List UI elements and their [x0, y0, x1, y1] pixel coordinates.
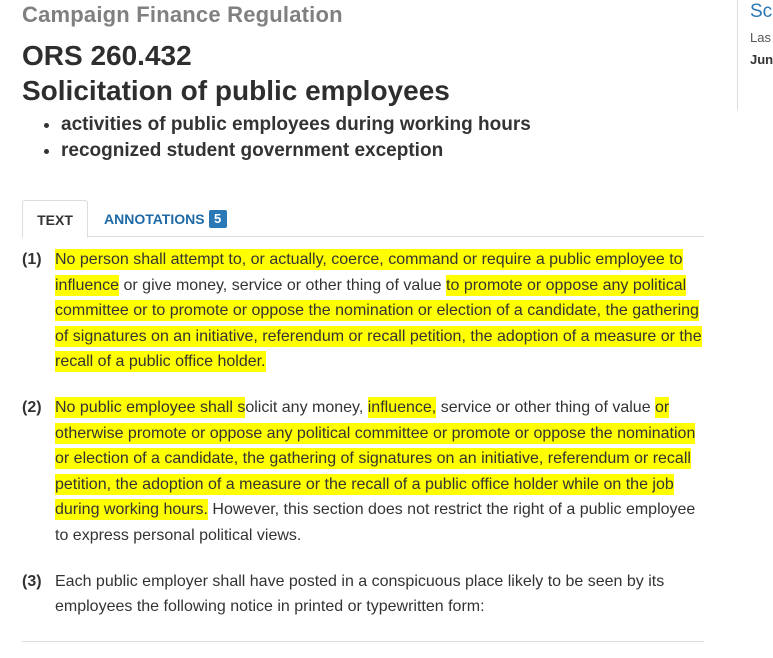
highlighted-text: or otherwise promote or oppose any political committee or promote or oppose the nomination or election of a candidate, the gathering of signatures on an initiative, referendum or recall petition, the adoption of a measure or the recall of a public office holder while on the job during working hours.: [55, 398, 696, 519]
highlighted-text: No public employee shall s: [55, 398, 246, 416]
tab-text[interactable]: [22, 200, 88, 238]
subtopic-item: • recognized student government exception: [61, 138, 704, 164]
sidebar-subtitle: Las: [750, 30, 771, 45]
section-text: [55, 569, 704, 620]
subtopic-list: [22, 112, 704, 164]
highlighted-text: to promote or oppose any political committee or to promote or oppose the nomination or election of a candidate, the gathering of signatures on an initiative, referendum or recall petition, the adoption of a measure or the recall of a public office holder.: [55, 276, 702, 371]
tab-annotations-label: ANNOTATIONS: [104, 211, 205, 227]
section-text-segment: service or other thing of value: [436, 398, 656, 416]
highlighted-text: No person shall attempt to, or actually, coerce, command or require a public employee to influence: [55, 251, 683, 294]
section-text-segment: olicit any money,: [245, 398, 368, 416]
page-title: [22, 38, 704, 108]
section-number: (3): [22, 572, 42, 590]
sidebar-title[interactable]: Sc: [750, 1, 773, 22]
tab-bar: [22, 200, 704, 237]
sidebar-panel: [737, 0, 773, 110]
statute-sections: [22, 247, 704, 620]
statute-section: [22, 247, 704, 375]
statute-section: [22, 569, 704, 620]
highlighted-text: influence,: [367, 398, 437, 416]
statute-number: ORS 260.432: [22, 40, 192, 71]
statute-section: [22, 395, 704, 549]
breadcrumb[interactable]: Campaign Finance Regulation: [22, 2, 343, 27]
tab-annotations[interactable]: [104, 200, 227, 236]
annotations-count-badge: 5: [209, 210, 227, 228]
statute-title: Solicitation of public employees: [22, 75, 450, 106]
section-text-segment: However, this section does not restrict the right of a public employee to express personal political views.: [55, 501, 696, 544]
section-number: (1): [22, 251, 42, 268]
section-text-segment: or give money, service or other thing of value: [119, 276, 447, 294]
section-text-segment: Each public employer shall have posted in a conspicuous place likely to be seen by its employees the following notice in printed or typewritten form:: [55, 572, 665, 616]
statute-content: [22, 0, 704, 640]
section-text: [55, 395, 704, 549]
sidebar-date: Jun: [750, 52, 773, 67]
section-number: (2): [22, 398, 42, 416]
divider: [22, 641, 704, 642]
section-text: [55, 247, 704, 375]
subtopic-item: • activities of public employees during working hours: [61, 112, 704, 138]
tab-text-label: TEXT: [37, 212, 73, 228]
